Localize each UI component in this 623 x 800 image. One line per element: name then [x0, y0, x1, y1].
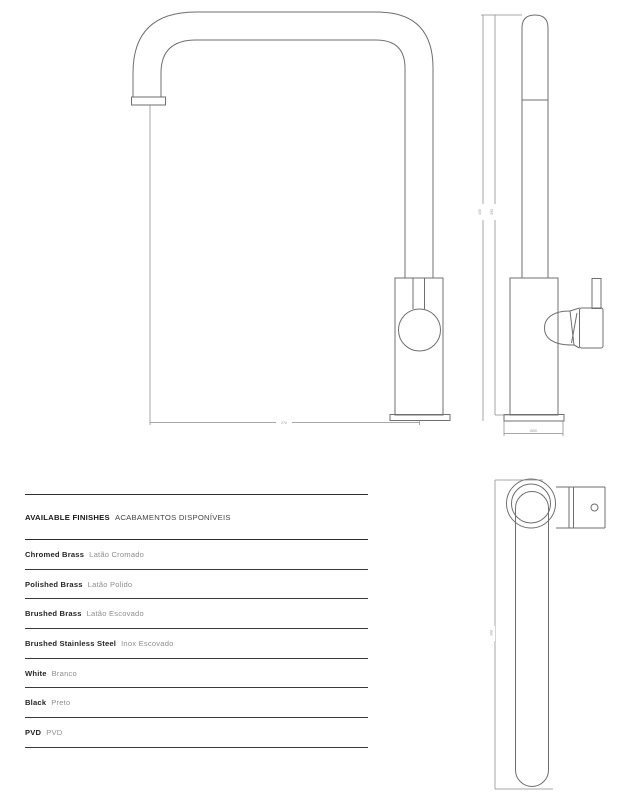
- front-knob: [399, 309, 441, 351]
- finish-name-en: Black: [25, 698, 47, 708]
- front-view-drawing: [132, 12, 451, 425]
- finish-name-en: Brushed Brass: [25, 609, 82, 619]
- side-body: [510, 278, 558, 415]
- finishes-title-en: AVAILABLE FINISHES: [25, 512, 110, 522]
- finish-row-chromed-brass: [25, 540, 368, 570]
- front-body: [395, 278, 443, 415]
- side-height-inner-dim-label: 390: [490, 209, 494, 215]
- finish-name-pt: Preto: [51, 698, 71, 708]
- finish-name-pt: Latão Escovado: [86, 609, 144, 619]
- finishes-title-pt: ACABAMENTOS DISPONÍVEIS: [114, 512, 231, 522]
- front-spout-outer: [133, 12, 433, 278]
- finish-name-en: Brushed Stainless Steel: [25, 638, 117, 648]
- finish-row-polished-brass: [25, 570, 368, 600]
- finish-name-en: PVD: [25, 727, 42, 737]
- side-base-dim-label: Ø50: [530, 429, 537, 433]
- top-base-inner-circle: [512, 484, 551, 523]
- front-width-dim-label: 270: [281, 421, 287, 425]
- finish-name-en: White: [25, 668, 47, 678]
- finish-name-en: Polished Brass: [25, 579, 83, 589]
- side-height-outer-dim-label: 405: [478, 209, 482, 215]
- top-view-drawing: [490, 479, 606, 789]
- front-aerator: [132, 97, 166, 105]
- top-spout: [516, 492, 549, 787]
- finishes-table: [25, 494, 368, 748]
- finish-row-brushed-stainless-steel: [25, 629, 368, 659]
- finishes-header: [25, 495, 368, 540]
- front-cartridge-lines: [413, 278, 425, 309]
- top-handle-screw: [591, 504, 598, 511]
- finish-name-pt: PVD: [46, 727, 63, 737]
- finish-row-black: [25, 688, 368, 718]
- finish-name-pt: Latão Polido: [87, 579, 133, 589]
- finish-row-white: [25, 659, 368, 689]
- finish-name-pt: Inox Escovado: [121, 638, 174, 648]
- finish-name-en: Chromed Brass: [25, 549, 85, 559]
- finish-name-pt: Branco: [51, 668, 77, 678]
- finish-row-brushed-brass: [25, 599, 368, 629]
- front-spout-inner: [161, 40, 405, 278]
- side-handle-bulge: [545, 311, 575, 345]
- top-length-dim-label: 308: [489, 630, 494, 636]
- side-handle-body: [580, 308, 604, 348]
- finish-name-pt: Latão Cromado: [89, 549, 145, 559]
- side-handle-stick: [592, 279, 601, 309]
- top-handle-joint-lines: [569, 487, 574, 528]
- side-spout-column: [522, 15, 548, 278]
- finish-row-pvd: [25, 718, 368, 748]
- side-view-drawing: [478, 15, 603, 436]
